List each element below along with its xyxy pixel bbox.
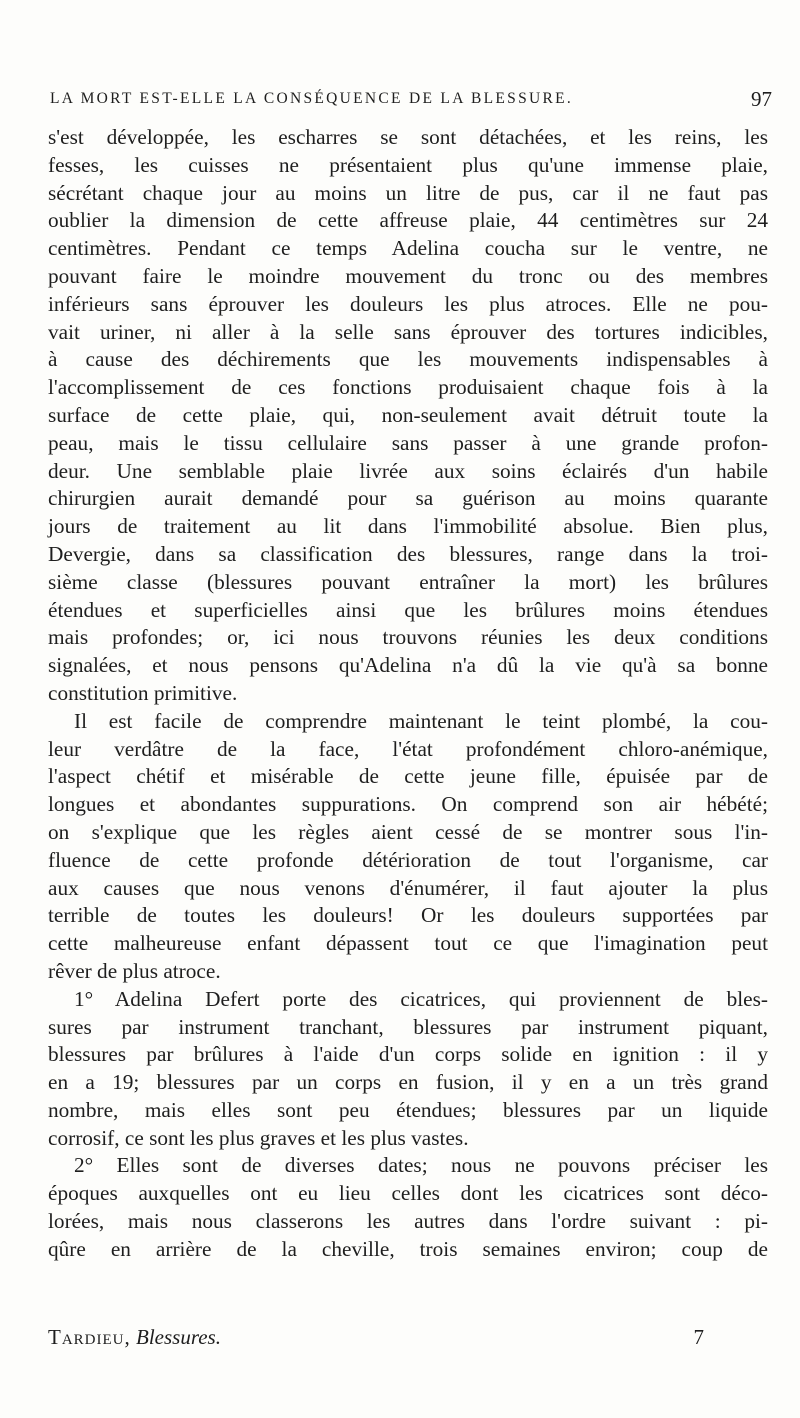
text-line: en a 19; blessures par un corps en fusion, il y en a un très grand [48,1070,768,1095]
text-line: fesses, les cuisses ne présentaient plus qu'une immense plaie, [48,152,768,177]
text-line: nombre, mais elles sont peu étendues; blessures par un liquide [48,1097,768,1122]
signature-author: Tardieu, [48,1325,131,1349]
text-line: blessures par brûlures à l'aide d'un corps solide en ignition : il y [48,1042,768,1067]
text-line: qûre en arrière de la cheville, trois semaines environ; coup de [48,1236,768,1261]
text-line: aux causes que nous venons d'énumérer, il faut ajouter la plus [48,875,768,900]
text-line: l'accomplissement de ces fonctions produisaient chaque fois à la [48,375,768,400]
running-title: LA MORT EST-ELLE LA CONSÉQUENCE DE LA BLESSURE. [50,90,574,107]
text-line: terrible de toutes les douleurs! Or les douleurs supportées par [48,903,768,928]
page-number: 97 [751,87,772,111]
text-line: on s'explique que les règles aient cessé de se montrer sous l'in- [48,819,768,844]
text-line: jours de traitement au lit dans l'immobilité absolue. Bien plus, [48,514,768,539]
text-line: fluence de cette profonde détérioration de tout l'organisme, car [48,847,768,872]
text-line: inférieurs sans éprouver les douleurs les plus atroces. Elle ne pou- [48,291,768,316]
text-line: mais profondes; or, ici nous trouvons réunies les deux conditions [48,625,768,650]
text-line: Devergie, dans sa classification des blessures, range dans la troi- [48,541,768,566]
text-line: oublier la dimension de cette affreuse plaie, 44 centimètres sur 24 [48,208,768,233]
page-footer [48,1325,704,1355]
text-line: leur verdâtre de la face, l'état profondément chloro-anémique, [48,736,768,761]
text-line: rêver de plus atroce. [48,958,221,983]
text-line: étendues et superficielles ainsi que les brûlures moins étendues [48,597,768,622]
text-line: 1° Adelina Defert porte des cicatrices, qui proviennent de bles- [74,986,768,1011]
signature-mark: 7 [693,1325,704,1349]
text-line: corrosif, ce sont les plus graves et les plus vastes. [48,1125,469,1150]
text-line: à cause des déchirements que les mouvements indispensables à [48,347,768,372]
signature-title: Blessures. [136,1325,221,1349]
text-line: signalées, et nous pensons qu'Adelina n'a dû la vie qu'à sa bonne [48,653,768,678]
text-line: lorées, mais nous classerons les autres dans l'ordre suivant : pi- [48,1209,768,1234]
text-line: cette malheureuse enfant dépassent tout ce que l'imagination peut [48,931,768,956]
text-line: peau, mais le tissu cellulaire sans passer à une grande profon- [48,430,768,455]
text-line: chirurgien aurait demandé pour sa guérison au moins quarante [48,486,768,511]
running-header [50,87,772,120]
text-line: sième classe (blessures pouvant entraîner la mort) les brûlures [48,569,768,594]
text-line: deur. Une semblable plaie livrée aux soins éclairés d'un habile [48,458,768,483]
text-line: l'aspect chétif et misérable de cette jeune fille, épuisée par de [48,764,768,789]
text-line: sures par instrument tranchant, blessures par instrument piquant, [48,1014,768,1039]
text-line: surface de cette plaie, qui, non-seulement avait détruit toute la [48,402,768,427]
body-text [48,124,768,1264]
text-line: centimètres. Pendant ce temps Adelina coucha sur le ventre, ne [48,236,768,261]
text-line: pouvant faire le moindre mouvement du tronc ou des membres [48,263,768,288]
text-line: sécrétant chaque jour au moins un litre de pus, car il ne faut pas [48,180,768,205]
text-line: s'est développée, les escharres se sont détachées, et les reins, les [48,125,768,149]
text-line: Il est facile de comprendre maintenant le teint plombé, la cou- [74,708,768,733]
text-line: 2° Elles sont de diverses dates; nous ne pouvons préciser les [74,1153,768,1178]
text-line: longues et abondantes suppurations. On comprend son air hébété; [48,792,768,817]
text-line: époques auxquelles ont eu lieu celles dont les cicatrices sont déco- [48,1181,768,1206]
text-line: constitution primitive. [48,680,238,705]
printer-signature [48,1325,221,1350]
text-line: vait uriner, ni aller à la selle sans éprouver des tortures indicibles, [48,319,768,344]
